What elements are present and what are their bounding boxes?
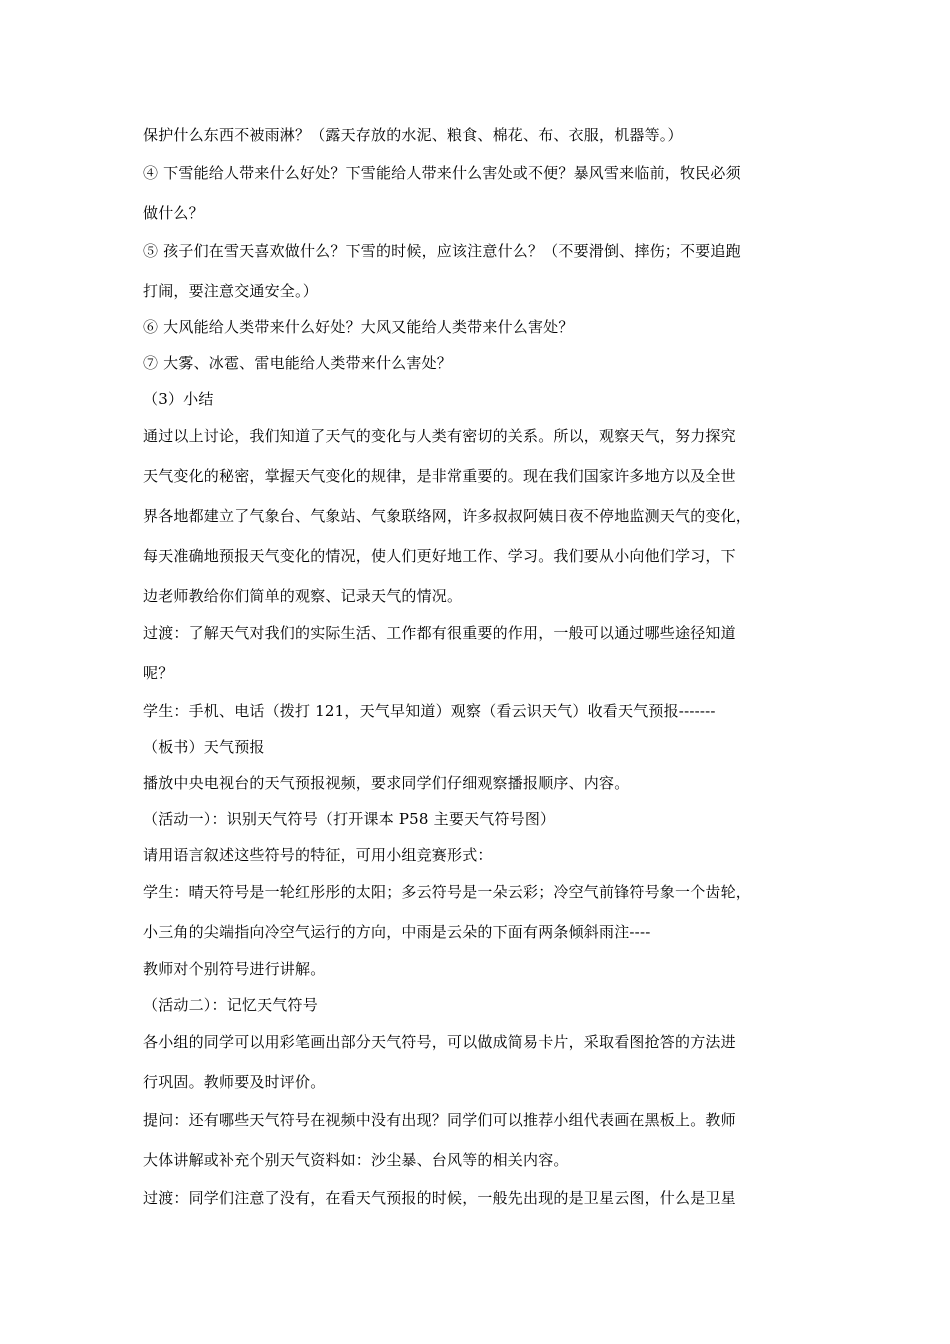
text-line: 界各地都建立了气象台、气象站、气象联络网，许多叔叔阿姨日夜不停地监测天气的变化， bbox=[143, 507, 752, 525]
text-line: ⑥ 大风能给人类带来什么好处？大风又能给人类带来什么害处？ bbox=[143, 318, 574, 336]
text-line: 请用语言叙述这些符号的特征，可用小组竞赛形式： bbox=[143, 846, 493, 864]
text-line: 呢？ bbox=[143, 664, 174, 682]
text-line: ⑤ 孩子们在雪天喜欢做什么？下雪的时候，应该注意什么？（不要滑倒、摔伤；不要追跑 bbox=[143, 242, 741, 260]
text-line: 教师对个别符号进行讲解。 bbox=[143, 960, 326, 978]
text-line: 各小组的同学可以用彩笔画出部分天气符号，可以做成简易卡片，采取看图抢答的方法进 bbox=[143, 1033, 736, 1051]
text-line: 大体讲解或补充个别天气资料如：沙尘暴、台风等的相关内容。 bbox=[143, 1151, 569, 1169]
text-line: （活动一）：识别天气符号（打开课本 P58 主要天气符号图） bbox=[143, 810, 556, 828]
text-line: 播放中央电视台的天气预报视频，要求同学们仔细观察播报顺序、内容。 bbox=[143, 774, 630, 792]
text-line: 打闹，要注意交通安全。） bbox=[143, 282, 318, 300]
text-line: 保护什么东西不被雨淋？（露天存放的水泥、粮食、棉花、布、衣服，机器等。） bbox=[143, 126, 683, 144]
text-line: 小三角的尖端指向冷空气运行的方向，中雨是云朵的下面有两条倾斜雨注---- bbox=[143, 923, 651, 941]
text-line: 天气变化的秘密，掌握天气变化的规律，是非常重要的。现在我们国家许多地方以及全世 bbox=[143, 467, 736, 485]
text-line: 每天准确地预报天气变化的情况，使人们更好地工作、学习。我们要从小向他们学习，下 bbox=[143, 547, 736, 565]
text-line: （活动二）：记忆天气符号 bbox=[143, 996, 318, 1014]
text-line: 边老师教给你们简单的观察、记录天气的情况。 bbox=[143, 587, 463, 605]
text-line: 学生：手机、电话（拨打 121，天气早知道）观察（看云识天气）收看天气预报------- bbox=[143, 702, 716, 720]
text-line: 行巩固。教师要及时评价。 bbox=[143, 1073, 326, 1091]
section-heading: （3）小结 bbox=[143, 390, 214, 408]
text-line: ⑦ 大雾、冰雹、雷电能给人类带来什么害处？ bbox=[143, 354, 452, 372]
text-line: 通过以上讨论，我们知道了天气的变化与人类有密切的关系。所以，观察天气，努力探究 bbox=[143, 427, 736, 445]
text-line: 过渡：同学们注意了没有，在看天气预报的时候，一般先出现的是卫星云图，什么是卫星 bbox=[143, 1189, 736, 1207]
text-line: （板书）天气预报 bbox=[143, 738, 265, 756]
text-line: 过渡：了解天气对我们的实际生活、工作都有很重要的作用，一般可以通过哪些途径知道 bbox=[143, 624, 736, 642]
text-line: 做什么？ bbox=[143, 204, 204, 222]
text-line: ④ 下雪能给人带来什么好处？下雪能给人带来什么害处或不便？暴风雪来临前，牧民必须 bbox=[143, 164, 741, 182]
text-line: 学生：晴天符号是一轮红彤彤的太阳；多云符号是一朵云彩；冷空气前锋符号象一个齿轮， bbox=[143, 883, 752, 901]
text-line: 提问：还有哪些天气符号在视频中没有出现？同学们可以推荐小组代表画在黑板上。教师 bbox=[143, 1111, 736, 1129]
